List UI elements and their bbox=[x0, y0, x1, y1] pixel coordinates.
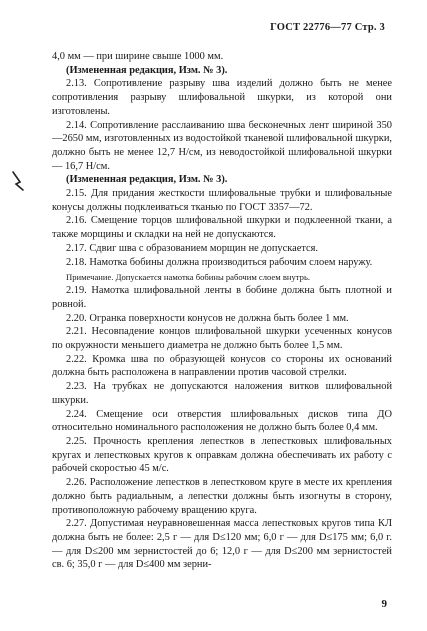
paragraph: 2.27. Допустимая неуравновешенная масса лепестковых кругов типа КЛ должна быть не более: 2,5 г — для D≤120 мм; 6,0 г — для D≤175 мм; 6,0 г. — для D≤200 мм зернистостей до 6; 12,0 г — для D≤200 мм зернистостей св. 6; 35,0 г — для D≤400 мм зерни- bbox=[52, 518, 392, 571]
page-header: ГОСТ 22776—77 Стр. 3 bbox=[270, 22, 385, 33]
paragraph: 2.19. Намотка шлифовальной ленты в бобине должна быть плотной и ровной. bbox=[52, 285, 392, 310]
paragraph: 2.26. Расположение лепестков в лепестковом круге в месте их крепления должно быть радиальным, а лепестки должны быть изогнуты в сторону, противоположную рабочему вращению круга. bbox=[52, 477, 392, 516]
paragraph: 4,0 мм — при ширине свыше 1000 мм. bbox=[52, 51, 224, 62]
paragraph: 2.15. Для придания жесткости шлифовальные трубки и шлифовальные конусы должны подклеиваться тканью по ГОСТ 3357—72. bbox=[52, 188, 392, 213]
paragraph: 2.23. На трубках не допускаются наложения витков шлифовальной шкурки. bbox=[52, 381, 392, 406]
paragraph: 2.16. Смещение торцов шлифовальной шкурки и подклеенной ткани, а также морщины и складки на ней не допускаются. bbox=[52, 215, 392, 241]
paragraph: 2.13. Сопротивление разрыву шва изделий должно быть не менее сопротивления разрыву шлифовальной шкурки, из которой они изготовлены. bbox=[52, 78, 392, 117]
paragraph: 2.17. Сдвиг шва с образованием морщин не допускается. bbox=[66, 242, 319, 254]
paragraph: 2.18. Намотка бобины должна производиться рабочим слоем наружу. bbox=[66, 256, 373, 268]
page-number: 9 bbox=[381, 598, 387, 610]
paragraph: 2.14. Сопротивление расслаиванию шва бесконечных лент шириной 350—2650 мм, изготовленных из водостойкой тканевой шлифовальной шкурки, должно быть не менее 12,7 Н/см, из неводостойкой шлифовальной шкурки — 16,7 Н/см. bbox=[52, 119, 392, 172]
paragraph: 2.20. Огранка поверхности конусов не должна быть более 1 мм. bbox=[66, 312, 349, 324]
document-body bbox=[52, 50, 392, 572]
paragraph: 2.22. Кромка шва по образующей конусов со стороны их оснований должна быть расположена в направлении против часовой стрелки. bbox=[52, 353, 392, 379]
paragraph: 2.24. Смещение оси отверстия шлифовальных дисков типа ДО относительно номинального расположения не должно быть более 0,4 мм. bbox=[52, 408, 392, 434]
note-paragraph: Примечание. Допускается намотка бобины рабочим слоем внутрь. bbox=[66, 272, 311, 283]
amendment-note: (Измененная редакция, Изм. № 3). bbox=[66, 64, 228, 76]
amendment-note: (Измененная редакция, Изм. № 3). bbox=[66, 174, 228, 186]
paragraph: 2.21. Несовпадение концов шлифовальной шкурки усеченных конусов по окружности меньшего диаметра не должно быть более 1,5 мм. bbox=[52, 326, 392, 352]
paragraph: 2.25. Прочность крепления лепестков в лепестковых шлифовальных кругах и лепестковых кругов к оправкам должна обеспечивать их работу с рабочей скоростью 45 м/с. bbox=[52, 435, 392, 475]
pencil-mark-icon bbox=[10, 170, 26, 192]
